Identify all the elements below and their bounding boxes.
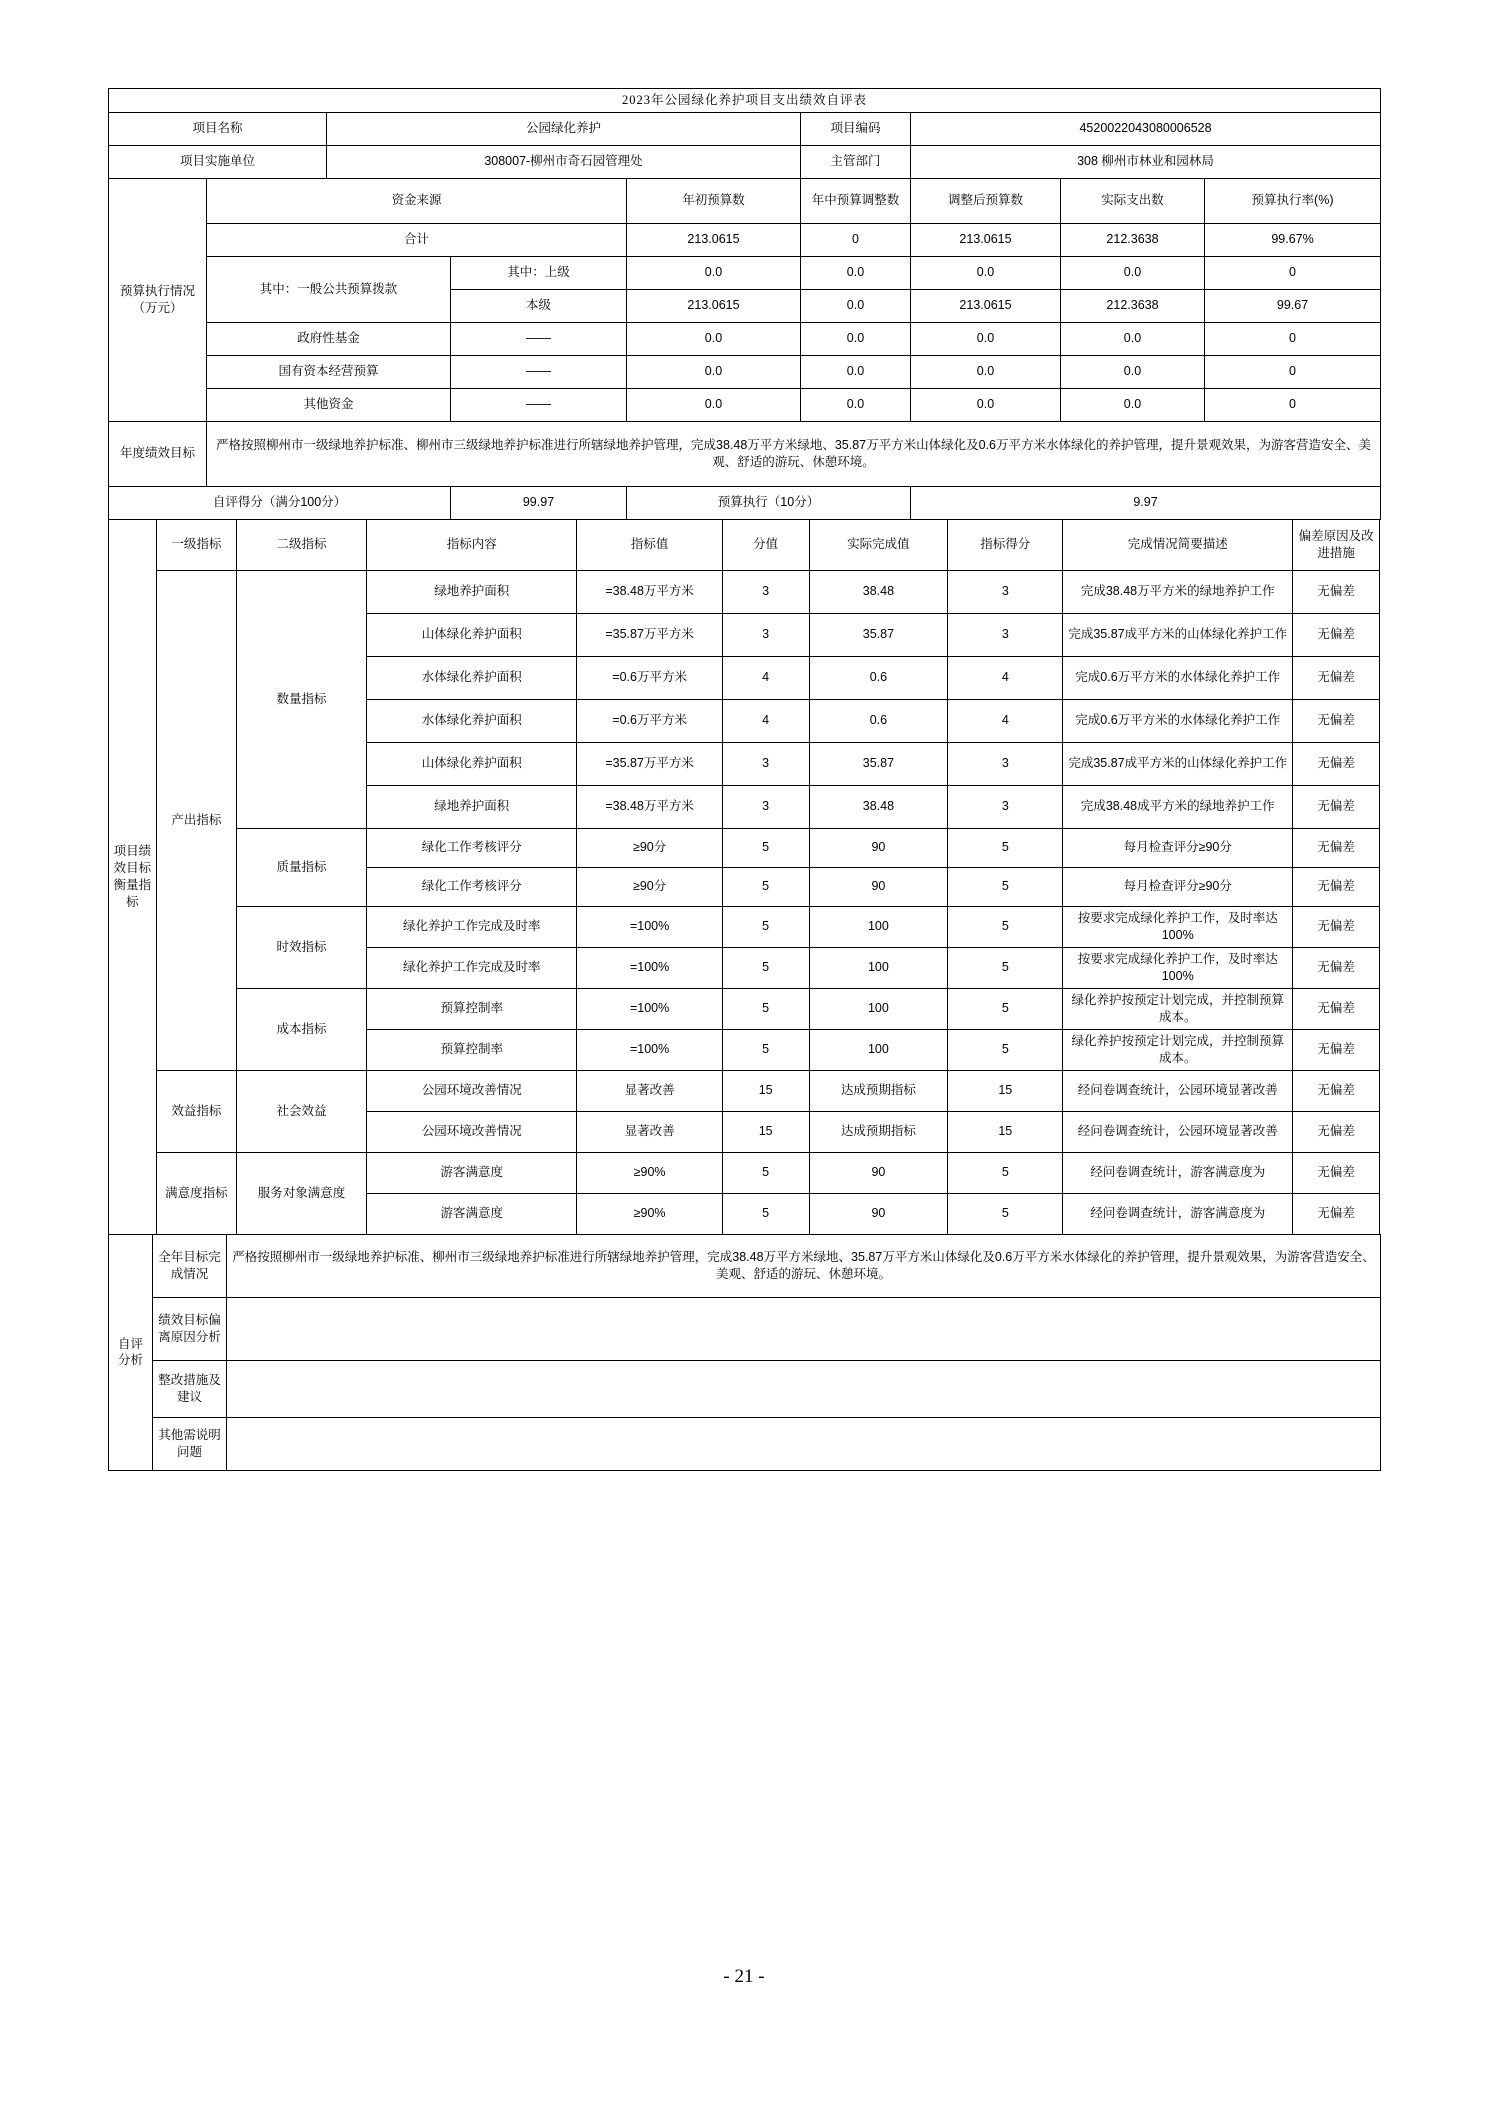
indicator-value: =35.87万平方米 [577,742,722,785]
table-row [109,1152,1380,1193]
analysis-row-deviation [109,1297,1381,1360]
indicator-points: 5 [722,1152,809,1193]
analysis-text-deviation [227,1297,1381,1360]
indicator-value: 显著改善 [577,1070,722,1111]
indicator-deviation: 无偏差 [1293,1152,1380,1193]
budget-col-rate: 预算执行率(%) [1205,178,1381,223]
level2-quantity: 数量指标 [236,570,366,828]
budget-source-other: 其他资金 [207,388,451,421]
indicator-content: 绿化工作考核评分 [367,828,577,867]
budget-exec-label: 预算执行（10分） [627,486,911,519]
budget-row-gov-fund [109,322,1381,355]
budget-after-total: 213.0615 [911,223,1061,256]
col-desc: 完成情况简要描述 [1063,519,1293,570]
budget-section-label: 预算执行情况（万元） [109,178,207,421]
indicator-content: 公园环境改善情况 [367,1070,577,1111]
budget-adjust-total: 0 [801,223,911,256]
level2-social-benefit: 社会效益 [236,1070,366,1152]
indicator-actual: 达成预期指标 [809,1070,948,1111]
indicator-score: 3 [948,613,1063,656]
table-row [109,906,1380,947]
self-score-label: 自评得分（满分100分） [109,486,451,519]
indicator-actual: 90 [809,867,948,906]
indicator-content: 公园环境改善情况 [367,1111,577,1152]
budget-col-initial: 年初预算数 [627,178,801,223]
indicator-content: 山体绿化养护面积 [367,742,577,785]
indicator-actual: 38.48 [809,570,948,613]
budget-actual-upper: 0.0 [1061,256,1205,289]
indicator-actual: 90 [809,1152,948,1193]
indicator-score: 15 [948,1111,1063,1152]
budget-sub-state-capital: —— [451,355,627,388]
table-row [109,828,1380,867]
budget-actual-state-capital: 0.0 [1061,355,1205,388]
self-score-value: 99.97 [451,486,627,519]
indicator-desc: 经问卷调查统计，公园环境显著改善 [1063,1070,1293,1111]
analysis-text-other [227,1417,1381,1470]
project-code-label: 项目编码 [801,112,911,145]
dept-value: 308 柳州市林业和园林局 [911,145,1381,178]
indicator-actual: 0.6 [809,656,948,699]
budget-row-state-capital [109,355,1381,388]
indicator-points: 3 [722,742,809,785]
indicator-desc: 经问卷调查统计，公园环境显著改善 [1063,1111,1293,1152]
indicator-value: =35.87万平方米 [577,613,722,656]
indicator-desc: 按要求完成绿化养护工作，及时率达100% [1063,906,1293,947]
budget-source-total: 合计 [207,223,627,256]
page-number: - 21 - [723,1966,765,1987]
budget-rate-total: 99.67% [1205,223,1381,256]
indicator-deviation: 无偏差 [1293,785,1380,828]
indicator-points: 5 [722,1193,809,1234]
level2-quality: 质量指标 [236,828,366,906]
budget-actual-total: 212.3638 [1061,223,1205,256]
budget-initial-other: 0.0 [627,388,801,421]
budget-rate-state-capital: 0 [1205,355,1381,388]
indicator-points: 5 [722,988,809,1029]
indicator-score: 5 [948,1152,1063,1193]
indicator-score: 5 [948,867,1063,906]
indicator-score: 5 [948,988,1063,1029]
budget-row-other [109,388,1381,421]
budget-adjust-local: 0.0 [801,289,911,322]
project-name-value: 公园绿化养护 [327,112,801,145]
level2-timeliness: 时效指标 [236,906,366,988]
indicator-actual: 90 [809,1193,948,1234]
budget-sub-other: —— [451,388,627,421]
indicator-desc: 完成38.48万平方米的绿地养护工作 [1063,570,1293,613]
budget-col-actual: 实际支出数 [1061,178,1205,223]
col-score: 指标得分 [948,519,1063,570]
col-points: 分值 [722,519,809,570]
indicator-value: =100% [577,988,722,1029]
analysis-text-measures [227,1360,1381,1417]
indicator-content: 山体绿化养护面积 [367,613,577,656]
indicator-desc: 完成35.87成平方米的山体绿化养护工作 [1063,613,1293,656]
implement-unit-value: 308007-柳州市奇石园管理处 [327,145,801,178]
header-budget-table [108,88,1381,520]
indicator-content: 绿地养护面积 [367,785,577,828]
table-row [109,570,1380,613]
indicator-desc: 完成35.87成平方米的山体绿化养护工作 [1063,742,1293,785]
level1-output: 产出指标 [156,570,236,1070]
performance-self-evaluation-sheet [108,88,1380,1471]
indicator-score: 4 [948,656,1063,699]
indicator-value: ≥90% [577,1193,722,1234]
indicator-content: 绿化养护工作完成及时率 [367,947,577,988]
analysis-text-annual: 严格按照柳州市一级绿地养护标准、柳州市三级绿地养护标准进行所辖绿地养护管理，完成38.48万平方米绿地、35.87万平方米山体绿化及0.6万平方米水体绿化的养护管理，提升景观效果，为游客营造安全、美观、舒适的游玩、休憩环境。 [227,1234,1381,1297]
budget-row-total [109,223,1381,256]
analysis-row-annual [109,1234,1381,1297]
indicator-score: 4 [948,699,1063,742]
budget-col-after: 调整后预算数 [911,178,1061,223]
indicator-actual: 38.48 [809,785,948,828]
budget-actual-gov-fund: 0.0 [1061,322,1205,355]
indicator-deviation: 无偏差 [1293,1029,1380,1070]
indicator-content: 水体绿化养护面积 [367,656,577,699]
indicator-points: 5 [722,828,809,867]
indicator-actual: 100 [809,988,948,1029]
col-level1: 一级指标 [156,519,236,570]
analysis-row-measures [109,1360,1381,1417]
indicator-desc: 每月检查评分≥90分 [1063,828,1293,867]
indicator-value: ≥90分 [577,867,722,906]
indicator-score: 5 [948,1029,1063,1070]
budget-adjust-upper: 0.0 [801,256,911,289]
indicator-value: ≥90分 [577,828,722,867]
indicator-value: =100% [577,906,722,947]
indicator-desc: 经问卷调查统计，游客满意度为 [1063,1193,1293,1234]
indicator-row-header-text: 项目绩效目标衡量指标 [113,844,152,909]
col-deviation: 偏差原因及改进措施 [1293,519,1380,570]
budget-after-gov-fund: 0.0 [911,322,1061,355]
indicator-points: 3 [722,613,809,656]
budget-sub-upper: 其中：上级 [451,256,627,289]
indicator-row-header [109,519,157,1234]
project-name-label: 项目名称 [109,112,327,145]
analysis-label-annual: 全年目标完成情况 [153,1234,227,1297]
level1-benefit: 效益指标 [156,1070,236,1152]
indicator-desc: 绿化养护按预定计划完成，并控制预算成本。 [1063,1029,1293,1070]
indicator-value: =100% [577,1029,722,1070]
annual-goal-label: 年度绩效目标 [109,421,207,486]
col-value: 指标值 [577,519,722,570]
budget-sub-gov-fund: —— [451,322,627,355]
indicator-value: =0.6万平方米 [577,699,722,742]
indicator-actual: 90 [809,828,948,867]
indicator-deviation: 无偏差 [1293,699,1380,742]
indicator-deviation: 无偏差 [1293,613,1380,656]
indicator-score: 5 [948,947,1063,988]
indicator-points: 4 [722,656,809,699]
page-title: 2023年公园绿化养护项目支出绩效自评表 [109,89,1381,113]
budget-initial-gov-fund: 0.0 [627,322,801,355]
indicator-content: 游客满意度 [367,1152,577,1193]
indicator-deviation: 无偏差 [1293,906,1380,947]
table-row [109,988,1380,1029]
indicator-value: =100% [577,947,722,988]
budget-sub-local: 本级 [451,289,627,322]
budget-adjust-other: 0.0 [801,388,911,421]
indicator-deviation: 无偏差 [1293,1111,1380,1152]
indicator-points: 15 [722,1111,809,1152]
budget-initial-total: 213.0615 [627,223,801,256]
budget-initial-upper: 0.0 [627,256,801,289]
indicator-desc: 绿化养护按预定计划完成，并控制预算成本。 [1063,988,1293,1029]
indicator-score: 3 [948,785,1063,828]
indicator-points: 15 [722,1070,809,1111]
indicator-points: 5 [722,947,809,988]
indicator-actual: 35.87 [809,613,948,656]
budget-actual-local: 212.3638 [1061,289,1205,322]
analysis-table [108,1234,1381,1471]
level2-cost: 成本指标 [236,988,366,1070]
level1-satisfaction: 满意度指标 [156,1152,236,1234]
budget-adjust-gov-fund: 0.0 [801,322,911,355]
dept-label: 主管部门 [801,145,911,178]
budget-after-upper: 0.0 [911,256,1061,289]
indicator-value: ≥90% [577,1152,722,1193]
analysis-section-label: 自评分析 [109,1234,153,1470]
budget-actual-other: 0.0 [1061,388,1205,421]
indicator-content: 绿化工作考核评分 [367,867,577,906]
budget-rate-local: 99.67 [1205,289,1381,322]
indicator-points: 3 [722,570,809,613]
indicator-points: 5 [722,867,809,906]
indicator-score: 3 [948,742,1063,785]
indicator-content: 绿地养护面积 [367,570,577,613]
budget-row-public-upper [109,256,1381,289]
budget-rate-gov-fund: 0 [1205,322,1381,355]
col-content: 指标内容 [367,519,577,570]
indicator-actual: 达成预期指标 [809,1111,948,1152]
indicator-actual: 0.6 [809,699,948,742]
indicator-score: 5 [948,906,1063,947]
annual-goal-text: 严格按照柳州市一级绿地养护标准、柳州市三级绿地养护标准进行所辖绿地养护管理，完成38.48万平方米绿地、35.87万平方米山体绿化及0.6万平方米水体绿化的养护管理，提升景观效果，为游客营造安全、美观、舒适的游玩、休憩环境。 [207,421,1381,486]
indicator-score: 3 [948,570,1063,613]
indicator-content: 水体绿化养护面积 [367,699,577,742]
indicator-deviation: 无偏差 [1293,1070,1380,1111]
analysis-label-measures: 整改措施及建议 [153,1360,227,1417]
analysis-row-other [109,1417,1381,1470]
table-row [109,1070,1380,1111]
indicator-content: 绿化养护工作完成及时率 [367,906,577,947]
col-actual: 实际完成值 [809,519,948,570]
indicator-points: 3 [722,785,809,828]
level2-service-satisfaction: 服务对象满意度 [236,1152,366,1234]
budget-rate-other: 0 [1205,388,1381,421]
indicator-score: 15 [948,1070,1063,1111]
indicator-actual: 100 [809,1029,948,1070]
budget-adjust-state-capital: 0.0 [801,355,911,388]
analysis-label-other: 其他需说明问题 [153,1417,227,1470]
indicator-desc: 完成0.6万平方米的水体绿化养护工作 [1063,656,1293,699]
indicator-value: 显著改善 [577,1111,722,1152]
indicator-value: =38.48万平方米 [577,570,722,613]
indicator-content: 游客满意度 [367,1193,577,1234]
budget-rate-upper: 0 [1205,256,1381,289]
indicator-content: 预算控制率 [367,1029,577,1070]
indicator-table [108,519,1380,1235]
budget-source-state-capital: 国有资本经营预算 [207,355,451,388]
budget-source-gov-fund: 政府性基金 [207,322,451,355]
indicator-deviation: 无偏差 [1293,742,1380,785]
indicator-desc: 按要求完成绿化养护工作，及时率达100% [1063,947,1293,988]
budget-exec-value: 9.97 [911,486,1381,519]
indicator-score: 5 [948,1193,1063,1234]
budget-initial-state-capital: 0.0 [627,355,801,388]
indicator-actual: 35.87 [809,742,948,785]
col-level2: 二级指标 [236,519,366,570]
indicator-deviation: 无偏差 [1293,947,1380,988]
budget-after-state-capital: 0.0 [911,355,1061,388]
indicator-content: 预算控制率 [367,988,577,1029]
indicator-points: 4 [722,699,809,742]
indicator-points: 5 [722,906,809,947]
implement-unit-label: 项目实施单位 [109,145,327,178]
indicator-actual: 100 [809,906,948,947]
project-code-value: 4520022043080006528 [911,112,1381,145]
indicator-deviation: 无偏差 [1293,988,1380,1029]
indicator-value: =38.48万平方米 [577,785,722,828]
indicator-deviation: 无偏差 [1293,867,1380,906]
indicator-deviation: 无偏差 [1293,656,1380,699]
indicator-desc: 每月检查评分≥90分 [1063,867,1293,906]
indicator-actual: 100 [809,947,948,988]
analysis-label-deviation: 绩效目标偏离原因分析 [153,1297,227,1360]
indicator-points: 5 [722,1029,809,1070]
indicator-value: =0.6万平方米 [577,656,722,699]
indicator-deviation: 无偏差 [1293,1193,1380,1234]
budget-initial-local: 213.0615 [627,289,801,322]
indicator-deviation: 无偏差 [1293,828,1380,867]
indicator-deviation: 无偏差 [1293,570,1380,613]
budget-after-other: 0.0 [911,388,1061,421]
indicator-desc: 完成38.48成平方米的绿地养护工作 [1063,785,1293,828]
budget-col-adjust: 年中预算调整数 [801,178,911,223]
budget-after-local: 213.0615 [911,289,1061,322]
budget-col-source: 资金来源 [207,178,627,223]
budget-source-public: 其中：一般公共预算拨款 [207,256,451,322]
indicator-score: 5 [948,828,1063,867]
indicator-desc: 经问卷调查统计，游客满意度为 [1063,1152,1293,1193]
indicator-desc: 完成0.6万平方米的水体绿化养护工作 [1063,699,1293,742]
